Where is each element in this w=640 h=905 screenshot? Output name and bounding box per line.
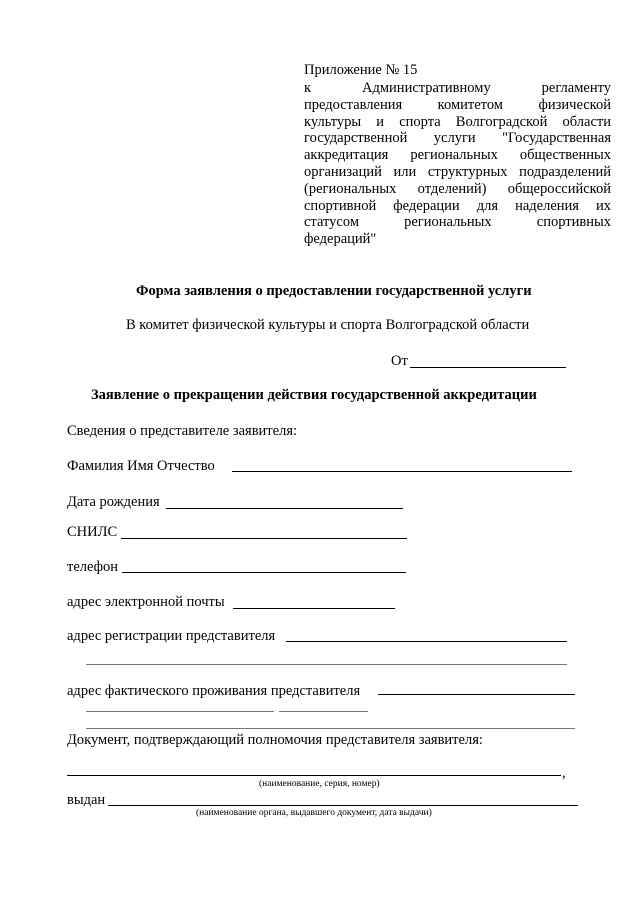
registration-address-label: адрес регистрации представителя [67,628,276,644]
appendix-line: государственной услуги "Государственная [304,130,611,147]
appendix-line: культуры и спорта Волгоградской области [304,113,611,130]
document-caption: (наименование, серия, номер) [259,779,380,789]
appendix-line: статусом региональных спортивных [304,214,611,231]
addressee: В комитет физической культуры и спорта Волгоградской области [126,317,530,333]
document-comma: , [562,765,566,781]
form-title: Форма заявления о предоставлении государственной услуги [136,283,532,299]
from-line[interactable] [410,367,566,368]
issued-line[interactable] [108,805,578,806]
phone-line[interactable] [122,572,406,573]
appendix-line: к Административному регламенту [304,80,611,96]
application-title: Заявление о прекращении действия государственной аккредитации [91,387,537,403]
appendix-line: организаций или структурных подразделений [304,163,611,180]
registration-address-line-2[interactable] [86,664,567,665]
snils-label: СНИЛС [67,524,118,540]
appendix-line: федераций" [304,231,377,248]
actual-address-line[interactable] [378,694,575,695]
full-name-line[interactable] [232,471,572,472]
birth-date-line[interactable] [166,508,403,509]
representative-header: Сведения о представителе заявителя: [67,423,298,439]
full-name-label: Фамилия Имя Отчество [67,458,215,474]
issued-caption: (наименование органа, выдавшего документ, дата выдачи) [196,808,432,818]
from-label: От [391,353,408,369]
appendix-title: Приложение № 15 [304,62,418,78]
appendix-line: спортивной федерации для наделения их [304,197,611,214]
actual-address-line-3[interactable] [86,728,575,729]
email-line[interactable] [233,608,395,609]
issued-label: выдан [67,792,106,808]
actual-address-label: адрес фактического проживания представителя [67,683,361,699]
appendix-line: (региональных отделений) общероссийской [304,180,611,197]
document-label: Документ, подтверждающий полномочия представителя заявителя: [67,732,483,748]
appendix-text [304,80,611,248]
actual-address-line-2a[interactable] [86,711,274,712]
appendix-line: аккредитация региональных общественных [304,147,611,164]
registration-address-line[interactable] [286,641,567,642]
actual-address-line-2b[interactable] [279,711,368,712]
document-line[interactable] [67,775,561,776]
phone-label: телефон [67,559,119,575]
email-label: адрес электронной почты [67,594,225,610]
snils-line[interactable] [121,538,407,539]
appendix-line: предоставления комитетом физической [304,96,611,113]
birth-date-label: Дата рождения [67,494,160,510]
